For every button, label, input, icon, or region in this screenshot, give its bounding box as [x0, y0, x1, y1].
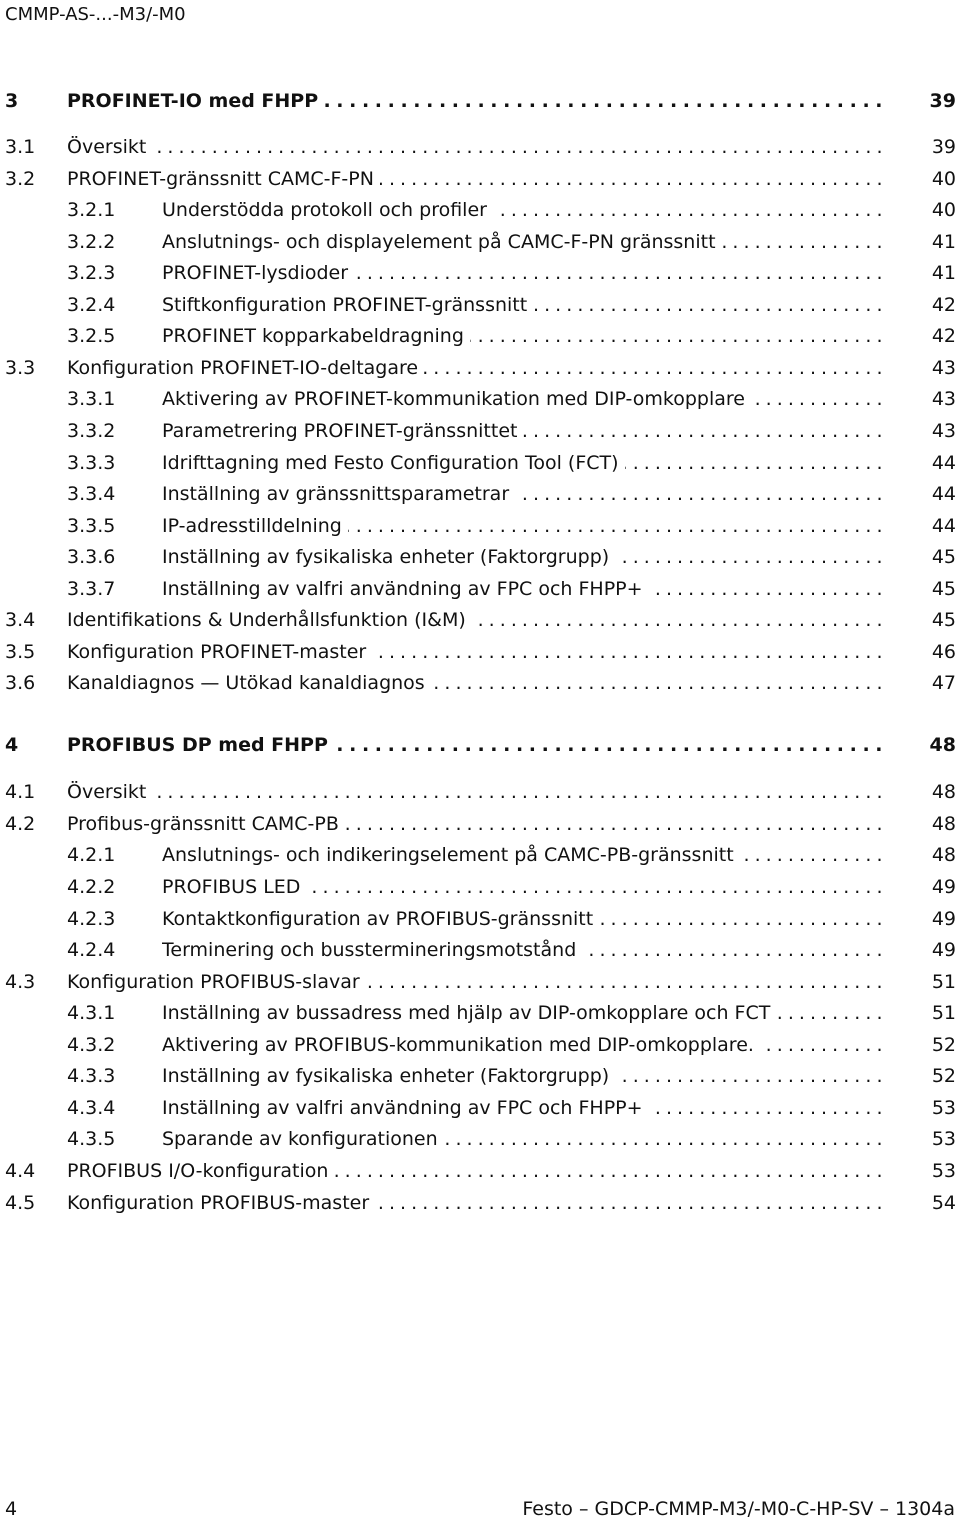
toc-entry-title [162, 544, 882, 570]
toc-entry-page: 48 [931, 844, 956, 867]
toc-entry-page: 47 [931, 672, 956, 695]
toc-entry-title [162, 1126, 882, 1152]
toc-entry[interactable] [0, 576, 960, 602]
toc-entry-title-text: Inställning av valfri användning av FPC och FHPP+ [162, 1097, 649, 1119]
toc-entry-number: 4.2.1 [67, 844, 116, 867]
toc-entry[interactable] [0, 1000, 960, 1026]
toc-entry-number: 3.4 [5, 609, 36, 632]
toc-entry-title-text: Inställning av fysikaliska enheter (Faktorgrupp) [162, 1065, 615, 1087]
toc-entry-title-text: PROFINET kopparkabeldragning [162, 325, 470, 347]
toc-entry-title [67, 88, 882, 114]
toc-entry-number: 3.6 [5, 672, 36, 695]
toc-entry-number: 4.2 [5, 812, 36, 835]
toc-entry-page: 40 [931, 199, 956, 222]
toc-chapter-entry[interactable] [0, 732, 960, 758]
toc-entry-title [162, 229, 882, 255]
toc-entry-page: 40 [931, 167, 956, 190]
toc-entry-title-text: Översikt [67, 781, 152, 803]
toc-entry-title-text: Stiftkonfiguration PROFINET-gränssnitt [162, 294, 533, 316]
toc-entry-title [67, 1158, 882, 1184]
toc-entry-title-text: Konfiguration PROFINET-master [67, 641, 372, 663]
toc-entry-number: 4.3.3 [67, 1065, 116, 1088]
toc-entry-number: 4.3.1 [67, 1002, 116, 1025]
toc-entry-title [162, 323, 882, 349]
toc-entry[interactable] [0, 779, 960, 805]
toc-entry-title [162, 418, 882, 444]
toc-entry-title-text: Idrifttagning med Festo Configuration Tool (FCT) [162, 452, 625, 474]
toc-entry-page: 39 [929, 90, 956, 112]
toc-entry[interactable] [0, 969, 960, 995]
toc-entry-title-text: Inställning av valfri användning av FPC och FHPP+ [162, 578, 649, 600]
toc-entry-page: 44 [931, 451, 956, 474]
toc-entry[interactable] [0, 1032, 960, 1058]
toc-entry-number: 3.2 [5, 167, 36, 190]
toc-entry-title [162, 1000, 882, 1026]
toc-entry-title-text: Understödda protokoll och profiler [162, 199, 493, 221]
toc-entry[interactable] [0, 1158, 960, 1184]
toc-entry[interactable] [0, 906, 960, 932]
toc-entry-title [162, 874, 882, 900]
toc-entry-number: 3.2.2 [67, 230, 116, 253]
toc-entry-number: 4.2.3 [67, 907, 116, 930]
toc-entry-page: 54 [931, 1191, 956, 1214]
toc-entry-number: 3.3 [5, 356, 36, 379]
toc-entry[interactable] [0, 166, 960, 192]
toc-entry[interactable] [0, 544, 960, 570]
toc-entry-title [162, 513, 882, 539]
toc-entry-page: 45 [931, 577, 956, 600]
toc-entry-number: 4.3.4 [67, 1096, 116, 1119]
toc-entry[interactable] [0, 386, 960, 412]
toc-entry-page: 51 [931, 1002, 956, 1025]
toc-entry-number: 3.3.7 [67, 577, 116, 600]
toc-entry-number: 3 [5, 90, 19, 112]
toc-entry-page: 44 [931, 514, 956, 537]
toc-entry-page: 49 [931, 907, 956, 930]
toc-entry-number: 3.3.6 [67, 546, 116, 569]
footer-page-number: 4 [5, 1498, 18, 1520]
toc-entry-title-text: Parametrering PROFINET-gränssnittet [162, 420, 523, 442]
toc-entry-title [162, 481, 882, 507]
toc-entry-title-text: Inställning av gränssnittsparametrar [162, 483, 515, 505]
toc-entry-title-text: Inställning av bussadress med hjälp av DIP-omkopplare och FCT [162, 1002, 776, 1024]
toc-entry-title-text: PROFIBUS DP med FHPP [67, 734, 334, 756]
toc-entry-number: 3.1 [5, 136, 36, 158]
toc-entry-title [162, 386, 882, 412]
toc-entry[interactable] [0, 1190, 960, 1216]
toc-entry-title [162, 197, 882, 223]
toc-entry-title-text: PROFINET-IO med FHPP [67, 90, 324, 112]
toc-entry-title [67, 639, 882, 665]
toc-entry-title-text: Kontaktkonfiguration av PROFIBUS-gränssnitt [162, 908, 599, 930]
toc-entry-title-text: Anslutnings- och indikeringselement på CAMC-PB-gränssnitt [162, 844, 740, 866]
toc-entry-number: 4.1 [5, 781, 36, 804]
toc-entry-number: 4.3.5 [67, 1128, 116, 1151]
toc-entry-title-text: Aktivering av PROFINET-kommunikation med DIP-omkopplare [162, 388, 751, 410]
toc-entry[interactable] [0, 670, 960, 696]
footer-document-id: Festo – GDCP-CMMP-M3/-M0-C-HP-SV – 1304a [522, 1498, 955, 1520]
toc-entry-title [67, 1190, 882, 1216]
toc-entry-page: 52 [931, 1065, 956, 1088]
toc-entry-page: 45 [931, 609, 956, 632]
toc-entry-title-text: Terminering och busstermineringsmotstånd [162, 939, 582, 961]
toc-entry-title-text: Konfiguration PROFIBUS-master [67, 1192, 375, 1214]
toc-entry-title [67, 732, 882, 758]
toc-entry[interactable] [0, 197, 960, 223]
toc-entry[interactable] [0, 134, 960, 160]
toc-entry[interactable] [0, 937, 960, 963]
toc-entry-number: 3.3.1 [67, 388, 116, 411]
toc-entry-title [162, 292, 882, 318]
toc-entry[interactable] [0, 1095, 960, 1121]
toc-entry[interactable] [0, 607, 960, 633]
toc-entry[interactable] [0, 229, 960, 255]
toc-entry-number: 4.2.4 [67, 939, 116, 962]
toc-entry-page: 48 [931, 781, 956, 804]
toc-entry[interactable] [0, 1126, 960, 1152]
toc-entry-number: 3.2.4 [67, 293, 116, 316]
toc-entry-title-text: PROFIBUS I/O-konfiguration [67, 1160, 334, 1182]
toc-entry-page: 44 [931, 483, 956, 506]
toc-entry-number: 4 [5, 734, 19, 757]
toc-entry-title-text: Aktivering av PROFIBUS-kommunikation med DIP-omkopplare. [162, 1034, 760, 1056]
toc-entry-title [162, 1095, 882, 1121]
toc-entry-title [67, 670, 882, 696]
toc-entry-title [67, 134, 882, 160]
toc-entry-number: 3.3.3 [67, 451, 116, 474]
toc-entry-title-text: IP-adresstilldelning [162, 515, 348, 537]
toc-entry[interactable] [0, 513, 960, 539]
toc-entry[interactable] [0, 260, 960, 286]
toc-entry-page: 43 [931, 419, 956, 442]
toc-entry-number: 3.2.5 [67, 325, 116, 348]
toc-entry-page: 51 [931, 970, 956, 993]
toc-entry-page: 49 [931, 876, 956, 898]
toc-entry[interactable] [0, 418, 960, 444]
toc-entry-page: 53 [931, 1128, 956, 1151]
toc-entry-title-text: Identifikations & Underhållsfunktion (I&M) [67, 609, 472, 631]
toc-entry-title [162, 1032, 882, 1058]
toc-entry-title [162, 450, 882, 476]
toc-entry-page: 53 [931, 1096, 956, 1119]
toc-entry-number: 3.2.3 [67, 262, 116, 285]
toc-chapter-entry[interactable] [0, 88, 960, 114]
toc-entry-number: 3.3.2 [67, 419, 116, 442]
toc-entry-number: 3.3.4 [67, 483, 116, 506]
toc-entry-title [67, 811, 882, 837]
toc-entry-title [67, 607, 882, 633]
toc-entry-title-text: Konfiguration PROFINET-IO-deltagare [67, 357, 424, 379]
document-header: CMMP-AS-...-M3/-M0 [5, 4, 186, 25]
toc-entry[interactable] [0, 1063, 960, 1089]
toc-entry-title [67, 969, 882, 995]
toc-entry-page: 48 [929, 734, 956, 757]
toc-entry-number: 4.3 [5, 970, 36, 993]
toc-entry-title [162, 906, 882, 932]
toc-entry-title [162, 937, 882, 963]
toc-entry[interactable] [0, 450, 960, 476]
toc-entry-title [67, 355, 882, 381]
toc-entry-title-text: Kanaldiagnos — Utökad kanaldiagnos [67, 672, 431, 694]
toc-entry[interactable] [0, 323, 960, 349]
toc-entry-title [162, 260, 882, 286]
toc-entry-title [162, 576, 882, 602]
toc-entry[interactable] [0, 481, 960, 507]
toc-entry-title-text: Översikt [67, 136, 152, 158]
toc-entry-title-text: Inställning av fysikaliska enheter (Faktorgrupp) [162, 546, 615, 568]
toc-entry-number: 4.3.2 [67, 1033, 116, 1056]
toc-entry-title [162, 842, 882, 868]
toc-entry-page: 41 [931, 262, 956, 285]
toc-entry-title-text: Anslutnings- och displayelement på CAMC-F-PN gränssnitt [162, 231, 722, 253]
toc-entry-title [67, 166, 882, 192]
toc-entry[interactable] [0, 811, 960, 837]
toc-entry-title-text: Sparande av konfigurationen [162, 1128, 444, 1150]
toc-entry-page: 39 [931, 136, 956, 158]
toc-entry-title-text: PROFIBUS LED [162, 876, 306, 898]
toc-entry[interactable] [0, 874, 960, 900]
toc-entry-page: 52 [931, 1033, 956, 1056]
toc-entry-page: 48 [931, 812, 956, 835]
toc-entry[interactable] [0, 355, 960, 381]
toc-entry-number: 3.2.1 [67, 199, 116, 222]
toc-entry-number: 4.5 [5, 1191, 36, 1214]
toc-entry-title-text: PROFINET-lysdioder [162, 262, 354, 284]
toc-entry[interactable] [0, 842, 960, 868]
toc-entry-number: 4.2.2 [67, 876, 116, 898]
toc-entry-page: 45 [931, 546, 956, 569]
toc-entry-number: 3.5 [5, 640, 36, 663]
toc-entry[interactable] [0, 639, 960, 665]
toc-entry-title [67, 779, 882, 805]
toc-entry-page: 42 [931, 325, 956, 348]
toc-entry-title [162, 1063, 882, 1089]
toc-entry-page: 43 [931, 388, 956, 411]
toc-entry-page: 42 [931, 293, 956, 316]
toc-entry-page: 46 [931, 640, 956, 663]
toc-entry-page: 41 [931, 230, 956, 253]
toc-entry-page: 43 [931, 356, 956, 379]
toc-entry-page: 49 [931, 939, 956, 962]
toc-entry-page: 53 [931, 1159, 956, 1182]
toc-entry-title-text: PROFINET-gränssnitt CAMC-F-PN [67, 168, 380, 190]
toc-entry-title-text: Profibus-gränssnitt CAMC-PB [67, 813, 345, 835]
toc-entry-number: 4.4 [5, 1159, 36, 1182]
toc-entry[interactable] [0, 292, 960, 318]
toc-entry-number: 3.3.5 [67, 514, 116, 537]
toc-entry-title-text: Konfiguration PROFIBUS-slavar [67, 971, 366, 993]
